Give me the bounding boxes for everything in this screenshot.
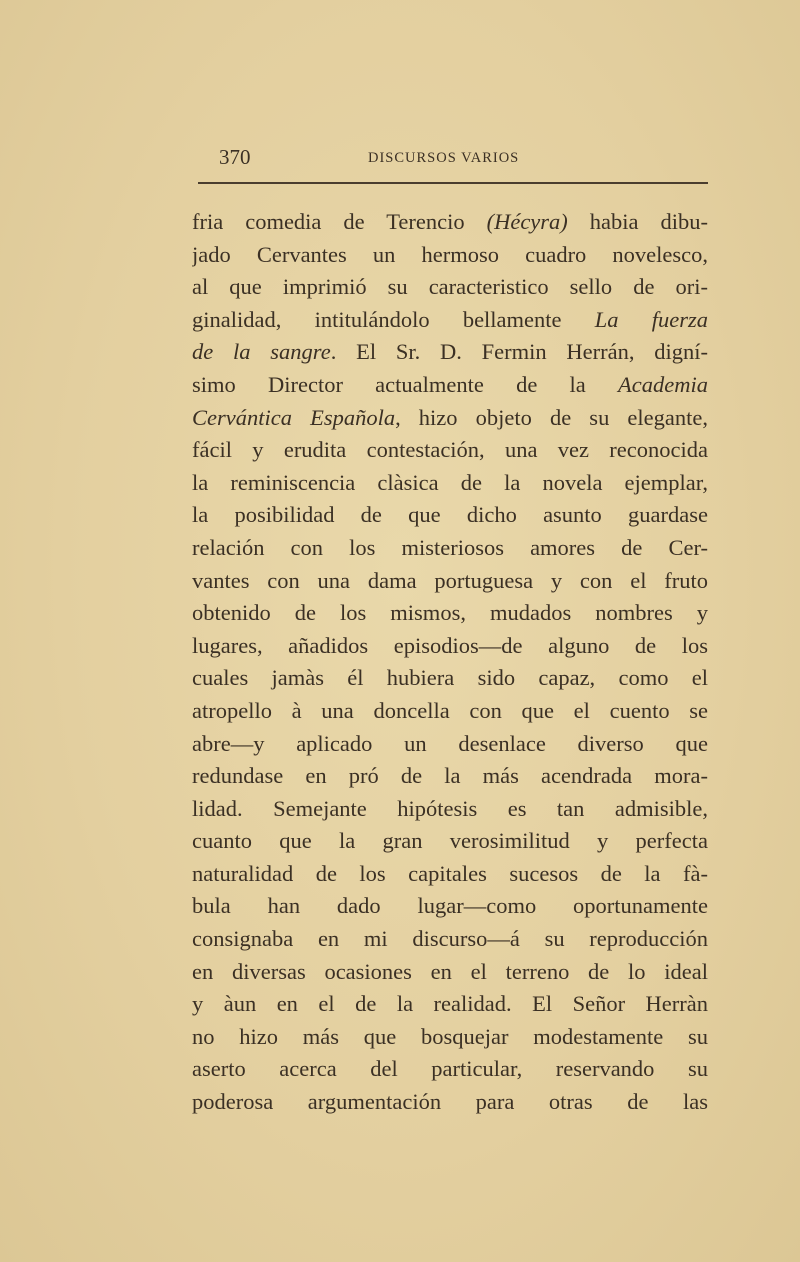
text-line: [192, 630, 708, 663]
text-segment: la reminiscencia clàsica de la novela ejemplar,: [192, 469, 708, 495]
text-segment: la posibilidad de que dicho asunto guardase: [192, 502, 708, 528]
text-line: [192, 728, 708, 761]
text-line: [192, 858, 708, 891]
text-segment: y àun en el de la realidad. El Señor Herràn: [192, 991, 708, 1017]
text-line: [192, 1021, 708, 1054]
text-segment: fácil y erudita contestación, una vez reconocida: [192, 437, 708, 463]
text-segment: ginalidad, intitulándolo bellamente: [192, 306, 595, 332]
italic-text: (Hécyra): [486, 209, 568, 234]
text-segment: obtenido de los mismos, mudados nombres y: [192, 600, 708, 626]
text-line: [192, 467, 708, 500]
text-segment: jado Cervantes un hermoso cuadro novelesco,: [192, 241, 708, 267]
text-segment: redundase en pró de la más acendrada mora-: [192, 763, 708, 789]
text-segment: aserto acerca del particular, reservando su: [192, 1056, 708, 1082]
text-line: [192, 499, 708, 532]
text-segment: relación con los misteriosos amores de Cer-: [192, 534, 708, 560]
text-line: [192, 304, 708, 337]
text-line: [192, 565, 708, 598]
text-segment: bula han dado lugar—como oportunamente: [192, 893, 708, 919]
text-segment: , hizo objeto de su elegante,: [395, 404, 708, 430]
header-rule: [198, 182, 708, 184]
text-line: [192, 206, 708, 239]
text-line: [192, 760, 708, 793]
text-line: [192, 988, 708, 1021]
text-segment: cuanto que la gran verosimilitud y perfecta: [192, 828, 708, 854]
text-line: [192, 956, 708, 989]
text-line: [192, 402, 708, 435]
text-line: [192, 890, 708, 923]
text-segment: lugares, añadidos episodios—de alguno de los: [192, 632, 708, 658]
text-segment: vantes con una dama portuguesa y con el fruto: [192, 567, 708, 593]
text-line: [192, 434, 708, 467]
text-line: [192, 336, 708, 369]
text-segment: en diversas ocasiones en el terreno de lo ideal: [192, 958, 708, 984]
text-segment: lidad. Semejante hipótesis es tan admisible,: [192, 795, 708, 821]
text-line: [192, 271, 708, 304]
text-line: [192, 1053, 708, 1086]
text-segment: fria comedia de Terencio: [192, 209, 487, 234]
text-segment: al que imprimió su caracteristico sello de ori-: [192, 274, 708, 300]
text-segment: simo Director actualmente de la: [192, 371, 619, 397]
text-line: [192, 532, 708, 565]
text-line: [192, 695, 708, 728]
text-segment: consignaba en mi discurso—á su reproducción: [192, 926, 708, 952]
text-segment: naturalidad de los capitales sucesos de la fà-: [192, 860, 708, 886]
text-segment: . El Sr. D. Fermin Herrán, digní-: [330, 339, 708, 365]
body-text: [192, 206, 708, 1119]
text-segment: cuales jamàs él hubiera sido capaz, como el: [192, 665, 708, 691]
text-line: [192, 662, 708, 695]
text-line: [192, 597, 708, 630]
text-line: [192, 369, 708, 402]
text-segment: abre—y aplicado un desenlace diverso que: [192, 730, 708, 756]
text-line: [192, 239, 708, 272]
text-segment: poderosa argumentación para otras de las: [192, 1089, 708, 1115]
text-segment: habia dibu-: [567, 209, 708, 234]
text-line: [192, 923, 708, 956]
text-line: [192, 793, 708, 826]
text-segment: atropello à una doncella con que el cuento se: [192, 697, 708, 723]
italic-text: de la sangre: [192, 339, 331, 365]
italic-text: Academia: [618, 371, 708, 397]
page-number: 370: [219, 145, 251, 169]
italic-text: Cervántica Española: [192, 404, 396, 430]
text-segment: no hizo más que bosquejar modestamente su: [192, 1023, 708, 1049]
running-head: DISCURSOS VARIOS: [368, 150, 520, 166]
text-line: [192, 1086, 708, 1119]
text-line: [192, 825, 708, 858]
italic-text: La fuerza: [594, 306, 708, 332]
